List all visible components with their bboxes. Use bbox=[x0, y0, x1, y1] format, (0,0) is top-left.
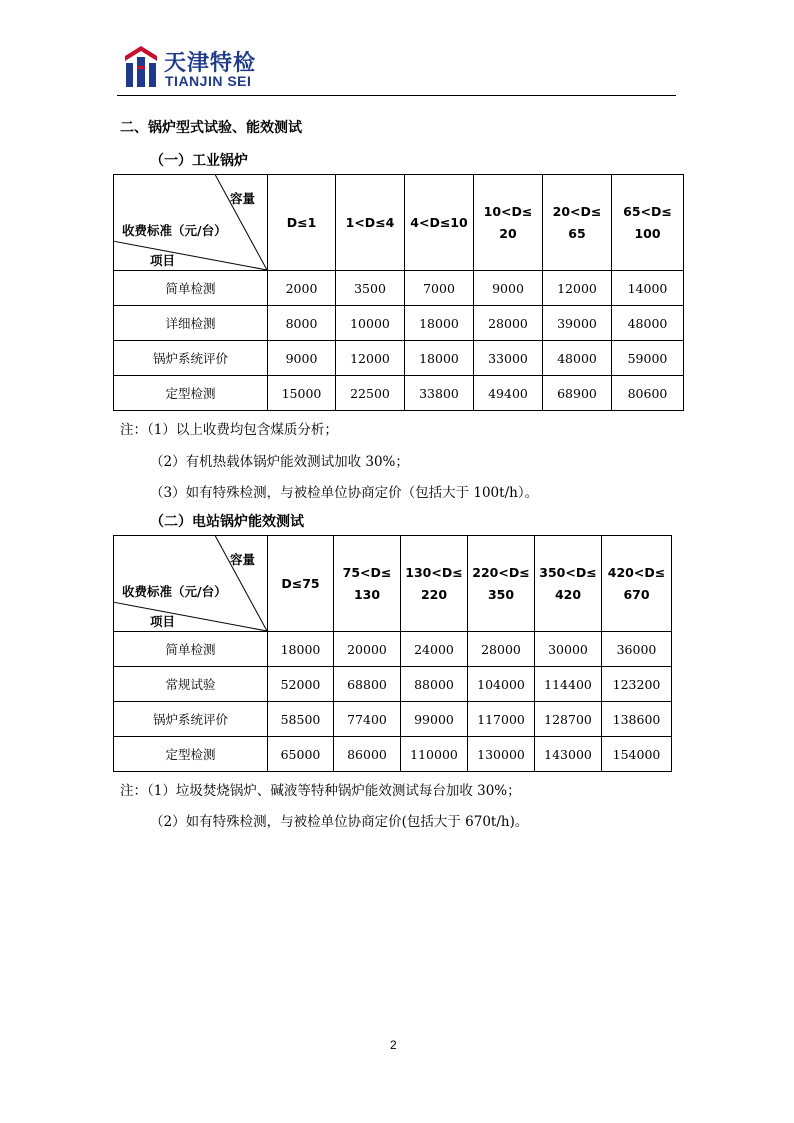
corner-fee-label: 收费标准（元/台） bbox=[122, 223, 227, 238]
table-row bbox=[114, 667, 672, 702]
corner-item-label: 项目 bbox=[150, 614, 176, 629]
table-cell: 33000 bbox=[474, 341, 543, 376]
section-title: 二、锅炉型式试验、能效测试 bbox=[120, 120, 302, 136]
page-number: 2 bbox=[390, 1038, 397, 1052]
table-cell: 48000 bbox=[612, 306, 684, 341]
table1-note: （2）有机热载体锅炉能效测试加收 30%； bbox=[150, 454, 409, 470]
table-row bbox=[114, 341, 684, 376]
logo-english-text: TIANJIN SEI bbox=[165, 73, 252, 89]
corner-capacity-label: 容量 bbox=[229, 191, 255, 206]
table-cell: 39000 bbox=[543, 306, 612, 341]
table-cell: 18000 bbox=[405, 306, 474, 341]
column-header: 350<D≤ 420 bbox=[535, 536, 602, 632]
header-divider bbox=[117, 95, 676, 96]
table-cell: 20000 bbox=[334, 632, 401, 667]
table-cell: 15000 bbox=[268, 376, 336, 411]
table-row bbox=[114, 702, 672, 737]
table-row bbox=[114, 376, 684, 411]
table-cell: 12000 bbox=[543, 271, 612, 306]
table-cell: 10000 bbox=[336, 306, 405, 341]
table1-note: （3）如有特殊检测，与被检单位协商定价（包括大于 100t/h）。 bbox=[150, 485, 539, 501]
table-cell: 49400 bbox=[474, 376, 543, 411]
column-header: D≤75 bbox=[268, 536, 334, 632]
table-cell: 58500 bbox=[268, 702, 334, 737]
row-label: 常规试验 bbox=[114, 667, 268, 702]
industrial-boiler-fee-table bbox=[113, 174, 684, 411]
table-row bbox=[114, 271, 684, 306]
table-cell: 14000 bbox=[612, 271, 684, 306]
table2-note: 注：（1）垃圾焚烧锅炉、碱液等特种锅炉能效测试每台加收 30%； bbox=[120, 783, 521, 799]
table-cell: 7000 bbox=[405, 271, 474, 306]
row-label: 详细检测 bbox=[114, 306, 268, 341]
company-logo bbox=[123, 44, 273, 90]
table-cell: 130000 bbox=[468, 737, 535, 772]
table-cell: 9000 bbox=[268, 341, 336, 376]
column-header: D≤1 bbox=[268, 175, 336, 271]
table-cell: 36000 bbox=[602, 632, 672, 667]
column-header: 130<D≤ 220 bbox=[401, 536, 468, 632]
corner-header-cell bbox=[114, 536, 268, 632]
table-cell: 77400 bbox=[334, 702, 401, 737]
column-header: 420<D≤ 670 bbox=[602, 536, 672, 632]
table-cell: 30000 bbox=[535, 632, 602, 667]
power-station-boiler-fee-table bbox=[113, 535, 672, 772]
table-cell: 22500 bbox=[336, 376, 405, 411]
table-cell: 68800 bbox=[334, 667, 401, 702]
column-header: 1<D≤4 bbox=[336, 175, 405, 271]
table2-note: （2）如有特殊检测，与被检单位协商定价(包括大于 670t/h)。 bbox=[150, 814, 529, 830]
table-header-row bbox=[114, 175, 684, 271]
row-label: 简单检测 bbox=[114, 271, 268, 306]
table-cell: 80600 bbox=[612, 376, 684, 411]
table-cell: 86000 bbox=[334, 737, 401, 772]
row-label: 定型检测 bbox=[114, 737, 268, 772]
table-cell: 117000 bbox=[468, 702, 535, 737]
column-header: 10<D≤ 20 bbox=[474, 175, 543, 271]
table-row bbox=[114, 632, 672, 667]
table-cell: 114400 bbox=[535, 667, 602, 702]
table-cell: 24000 bbox=[401, 632, 468, 667]
corner-header-cell bbox=[114, 175, 268, 271]
table-cell: 2000 bbox=[268, 271, 336, 306]
table-cell: 128700 bbox=[535, 702, 602, 737]
logo-chinese-text: 天津特检 bbox=[164, 51, 257, 76]
row-label: 定型检测 bbox=[114, 376, 268, 411]
table-cell: 12000 bbox=[336, 341, 405, 376]
row-label: 锅炉系统评价 bbox=[114, 341, 268, 376]
table-cell: 123200 bbox=[602, 667, 672, 702]
column-header: 65<D≤ 100 bbox=[612, 175, 684, 271]
column-header: 75<D≤ 130 bbox=[334, 536, 401, 632]
table-cell: 18000 bbox=[405, 341, 474, 376]
table-cell: 110000 bbox=[401, 737, 468, 772]
table-cell: 9000 bbox=[474, 271, 543, 306]
corner-item-label: 项目 bbox=[150, 253, 176, 268]
table-row bbox=[114, 737, 672, 772]
table-cell: 33800 bbox=[405, 376, 474, 411]
table-cell: 143000 bbox=[535, 737, 602, 772]
table-cell: 68900 bbox=[543, 376, 612, 411]
table-cell: 104000 bbox=[468, 667, 535, 702]
table-cell: 28000 bbox=[468, 632, 535, 667]
table-cell: 154000 bbox=[602, 737, 672, 772]
corner-fee-label: 收费标准（元/台） bbox=[122, 584, 227, 599]
logo-mark-icon bbox=[123, 44, 159, 88]
corner-capacity-label: 容量 bbox=[229, 552, 255, 567]
table-cell: 65000 bbox=[268, 737, 334, 772]
table-cell: 88000 bbox=[401, 667, 468, 702]
column-header: 4<D≤10 bbox=[405, 175, 474, 271]
table1-subtitle: （一）工业锅炉 bbox=[150, 153, 248, 169]
table1-note: 注：（1）以上收费均包含煤质分析； bbox=[120, 422, 338, 438]
table-cell: 99000 bbox=[401, 702, 468, 737]
table-cell: 8000 bbox=[268, 306, 336, 341]
column-header: 220<D≤ 350 bbox=[468, 536, 535, 632]
row-label: 简单检测 bbox=[114, 632, 268, 667]
table-row bbox=[114, 306, 684, 341]
table-cell: 18000 bbox=[268, 632, 334, 667]
table-cell: 48000 bbox=[543, 341, 612, 376]
table-cell: 3500 bbox=[336, 271, 405, 306]
table-cell: 138600 bbox=[602, 702, 672, 737]
table-cell: 52000 bbox=[268, 667, 334, 702]
column-header: 20<D≤ 65 bbox=[543, 175, 612, 271]
table2-subtitle: （二）电站锅炉能效测试 bbox=[150, 514, 304, 530]
table-header-row bbox=[114, 536, 672, 632]
table-cell: 59000 bbox=[612, 341, 684, 376]
row-label: 锅炉系统评价 bbox=[114, 702, 268, 737]
table-cell: 28000 bbox=[474, 306, 543, 341]
